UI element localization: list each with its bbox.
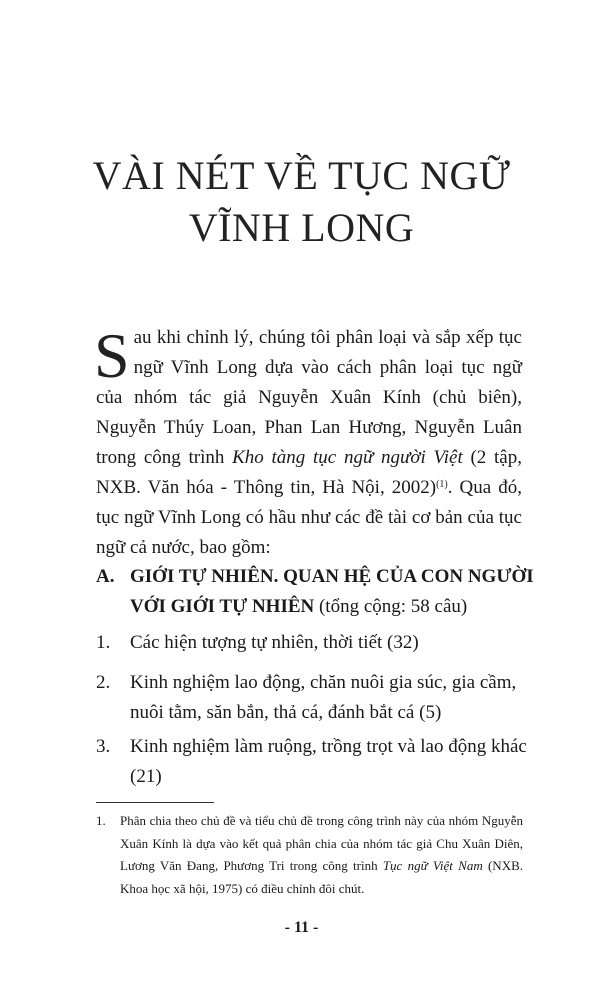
section-a-letter: A. xyxy=(96,566,115,587)
section-a-heading: GIỚI TỰ NHIÊN. QUAN HỆ CỦA CON NGƯỜI VỚI GIỚI TỰ NHIÊN xyxy=(130,566,534,617)
chapter-title-line-1: VÀI NÉT VỀ TỤC NGỮ xyxy=(92,153,511,198)
intro-text-1: au khi chỉnh lý, chúng tôi phân loại và sắp xếp tục ngữ Vĩnh Long dựa vào cách phân loại tục ngữ của nhóm tác giả Nguyễn Xuân Kính (chủ biên), Nguyễn Thúy Loan, Phan Lan Hương, Nguyễn Luân trong công trình xyxy=(96,327,522,468)
topic-list-item-1 xyxy=(96,628,536,658)
topic-list-item-2 xyxy=(96,668,536,728)
section-a xyxy=(96,562,536,622)
list-item-text: Kinh nghiệm lao động, chăn nuôi gia súc, gia cầm, nuôi tằm, săn bắn, thả cá, đánh bắt cá (5) xyxy=(130,672,517,723)
footnote-text-1: Phân chia theo chủ đề và tiểu chủ đề trong công trình này của nhóm Nguyễn Xuân Kính là dựa vào kết quả phân chia của nhóm tác giả Chu Xuân Diên, Lương Văn Đang, Phương Tri trong công trình xyxy=(120,813,523,873)
drop-cap: S xyxy=(94,320,130,391)
list-item-text: Các hiện tượng tự nhiên, thời tiết (32) xyxy=(130,632,419,653)
footnote-reference: (1) xyxy=(436,479,448,490)
list-item-text: Kinh nghiệm làm ruộng, trồng trọt và lao động khác (21) xyxy=(130,736,527,787)
page-number: - 11 - xyxy=(284,919,319,936)
intro-book-title: Kho tàng tục ngữ người Việt xyxy=(232,447,463,468)
list-item-number: 1. xyxy=(96,632,111,653)
list-item-number: 3. xyxy=(96,736,111,757)
footnote-text-2: (NXB. Khoa học xã hội, 1975) có điều chỉnh đôi chút. xyxy=(120,858,523,896)
chapter-title-line-2: VĨNH LONG xyxy=(188,205,415,250)
list-item-number: 2. xyxy=(96,672,111,693)
list-item xyxy=(96,732,536,792)
footnote-number: 1. xyxy=(96,813,106,828)
intro-text-3: . Qua đó, tục ngữ Vĩnh Long có hầu như các đề tài cơ bản của tục ngữ cả nước, bao gồm: xyxy=(96,477,522,558)
list-item xyxy=(96,628,536,658)
section-a-count: (tổng cộng: 58 câu) xyxy=(314,596,468,617)
chapter-title xyxy=(0,150,603,254)
intro-paragraph xyxy=(94,320,522,563)
footnote-book-title: Tục ngữ Việt Nam xyxy=(382,858,483,873)
topic-list-item-3 xyxy=(96,732,536,792)
intro-text-2: (2 tập, NXB. Văn hóa - Thông tin, Hà Nội, 2002) xyxy=(96,447,522,498)
footnote xyxy=(96,810,523,900)
list-item xyxy=(96,668,536,728)
footnote-divider xyxy=(96,802,214,803)
